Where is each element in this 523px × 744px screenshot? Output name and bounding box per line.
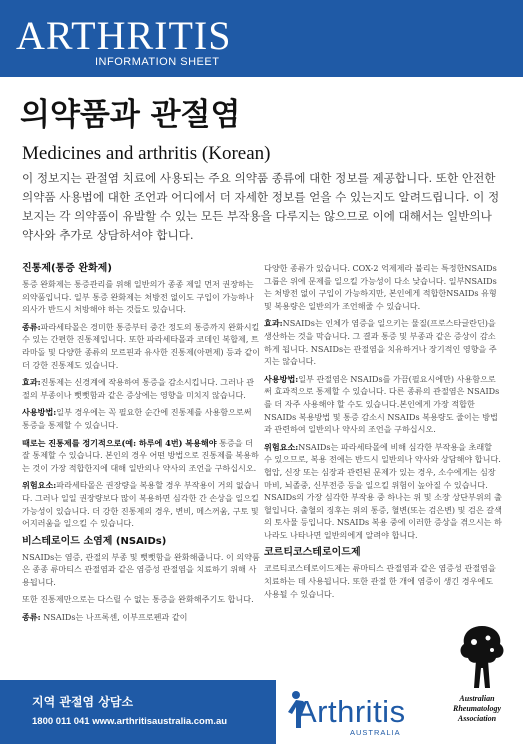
rheumatology-association-logo xyxy=(434,622,514,740)
regular-text: 통증을 더 잘 통제할 수 있습니다. 본인의 경우 어떤 방법으로 진통제를 복용하는 것이 가장 적합한지에 대해 일반의나 약사의 조언을 구하십시오. xyxy=(22,437,259,473)
painkillers-intro: 통증 완화제는 통증관리를 위해 일반의가 종종 제일 먼저 권장하는 의약품입니다. 일부 통증 완화제는 처방전 없이도 구입이 가능하나 의사가 반드시 처방해야 하는 것들도 있습니다. xyxy=(22,279,254,315)
helpline-title: 지역 관절염 상담소 xyxy=(32,695,134,709)
ara-line-2: Rheumatology xyxy=(452,704,501,713)
right-column xyxy=(264,262,502,605)
nsaids-usage-label: 사용방법: xyxy=(264,373,299,384)
types-text: 파라세타몰은 경미한 통증부터 중간 정도의 통증까지 완화시킬 수 있는 간편한 진통제입니다. 또한 파라세타몰과 코데인 복합제, 트라마돌 및 다양한 종류의 모르핀과 유사한 진통제(아편제) 등과 같이 더 강한 진통제도 있습니다. xyxy=(22,321,261,370)
painkillers-regular xyxy=(22,437,260,475)
helpline-bar xyxy=(0,680,276,744)
nsaids-types xyxy=(22,611,260,624)
helpline-contact[interactable]: 1800 011 041 www.arthritisaustralia.com.au xyxy=(32,716,228,727)
intro-paragraph: 이 정보지는 관절염 치료에 사용되는 주요 의약품 종류에 대한 정보를 제공합니다. 또한 안전한 의약품 사용법에 대한 조언과 어디에서 더 자세한 정보를 얻을 수 있는지도 알려드립니다. 이 정보지는 각 의약품이 유발할 수 있는 모든 부작용을 다루지는 않으므로 이에 대해서는 일반의나 약사와 추가로 상담하셔야 합니다. xyxy=(22,171,500,242)
brand-title: ARTHRITIS xyxy=(16,13,232,58)
logo-word: Arthritis xyxy=(296,694,406,729)
painkillers-risks xyxy=(22,479,260,529)
nsaids-usage-text: 일부 관절염은 NSAIDs를 가끔(필요시에만) 사용함으로써 효과적으로 통제할 수 있습니다. 다른 종류의 관절염은 NSAIDs를 더 자주 사용해야 할 수도 있습니다.본인에게 가장 적합한 NSAIDs 복용방법 및 통증 감소시 NSAIDs 복용량도 줄이는 방법과 관련하여 일반의나 약사의 조언을 구하십시오. xyxy=(264,373,500,435)
nsaids-effect-label: 효과: xyxy=(264,318,283,329)
painkillers-usage xyxy=(22,406,260,431)
nsaids-risks-text: NSAIDs는 파라세타몰에 비해 심각한 부작용을 초래할 수 있으므로, 복용 전에는 반드시 일반의나 약사와 상담해야 합니다. 협압, 신장 또는 심장과 관련된 문제가 있는 경우, 소수에게는 심장마비, 뇌졸중, 신부전증 등을 일으킬 위험이 높아질 수 있습니다. NSAIDs의 가장 심각한 부작용 중 하나는 위 및 소장 상단부위의 출혈입니다. 출혈의 징후는 위의 통증, 혈변(또는 검은변) 및 검은 갈색의 토사물 등입니다. NSAIDs 복용 중에 이러한 증상을 겪으시는 하나라도 나타나면 일반의에게 알려야 합니다. xyxy=(264,441,502,540)
painkillers-types xyxy=(22,321,260,371)
nsaids-types-text: NSAIDs는 나프록센, 이부프로펜과 같이 xyxy=(43,612,188,623)
ara-line-1: Australian xyxy=(459,694,495,703)
header-banner xyxy=(0,0,523,77)
nsaids-continued: 다양한 종류가 있습니다. COX-2 억제제라 불리는 특정한NSAIDs 그룹은 위에 문제를 일으킬 가능성이 다소 낮습니다. 일부NSAIDs는 처방전 없이 구입이 가능하지만, 본인에게 적합한NSAIDs 유형 및 복용량은 일반의가 조언해줄 수 있습니다. xyxy=(264,263,497,311)
painkillers-effect xyxy=(22,376,260,401)
nsaids-note: 또한 진통제만으로는 다스릴 수 없는 통증을 완화해주기도 합니다. xyxy=(22,594,254,605)
nsaids-risks xyxy=(264,441,502,542)
cortico-text: 코르티코스테로이드제는 류마티스 관절염과 같은 염증성 관절염을 치료하는 데 사용됩니다. 또한 관절 한 개에 염증이 생긴 경우에도 사용될 수 있습니다. xyxy=(264,563,496,599)
brand-subtitle: INFORMATION SHEET xyxy=(95,56,220,68)
types-label: 종류: xyxy=(22,321,41,332)
effect-text: 진통제는 신경계에 작용하여 통증을 감소시킵니다. 그러나 관절의 부종이나 뻣뻣함과 같은 증상에는 영향을 미치지 않습니다. xyxy=(22,377,255,400)
nsaids-intro: NSAIDs는 염증, 관절의 부종 및 뻣뻣함을 완화해줍니다. 이 의약품은 종종 류마티스 관절염과 같은 염증성 관절염을 치료하기 위해 사용됩니다. xyxy=(22,551,260,587)
arthritis-australia-logo xyxy=(282,684,412,742)
nsaids-types-label: 종류: xyxy=(22,612,41,623)
tree-figure-icon xyxy=(452,622,512,692)
effect-label: 효과: xyxy=(22,377,41,388)
regular-label: 때로는 진통제를 정기적으로(예: 하루에 4번) 복용해야 xyxy=(22,437,217,448)
usage-label: 사용방법: xyxy=(22,407,57,418)
page-title-english: Medicines and arthritis (Korean) xyxy=(22,143,271,164)
ara-text xyxy=(442,694,512,724)
risks-text: 파라세타몰은 권장량을 복용할 경우 부작용이 거의 없습니다. 그러나 일일 권장량보다 많이 복용하면 심각한 간 손상을 일으킬 가능성이 있습니다. 더 강한 진통제의 경우, 변비, 메스꺼움, 구토 및 어지러움을 일으킬 수 있습니다. xyxy=(22,480,260,529)
cortico-heading: 코르티코스테로이드제 xyxy=(264,547,361,559)
nsaids-usage xyxy=(264,373,502,436)
nsaids-effect xyxy=(264,317,502,367)
painkillers-heading: 진통제(통증 완화제) xyxy=(22,263,112,274)
nsaids-risks-label: 위험요소: xyxy=(264,441,299,452)
nsaids-heading: 비스테로이드 소염제 (NSAIDs) xyxy=(22,535,167,547)
risks-label: 위험요소: xyxy=(22,480,57,491)
usage-text: 일부 경우에는 꼭 필요한 순간에 진통제를 사용함으로써 통증을 통제할 수 있습니다. xyxy=(22,407,252,430)
ara-line-3: Association xyxy=(457,714,497,723)
page-title-korean: 의약품과 관절염 xyxy=(20,97,241,133)
logo-sub: AUSTRALIA xyxy=(350,728,401,737)
left-column xyxy=(22,262,260,629)
nsaids-effect-text: NSAIDs는 인체가 염증을 일으키는 물질(프로스타글란딘)을 생산하는 것을 막습니다. 그 결과 통증 및 부종과 같은 증상이 감소하게 됩니다. NSAIDs는 관절염을 치유하거나 장기적인 영향을 주지는 않습니다. xyxy=(264,318,497,367)
